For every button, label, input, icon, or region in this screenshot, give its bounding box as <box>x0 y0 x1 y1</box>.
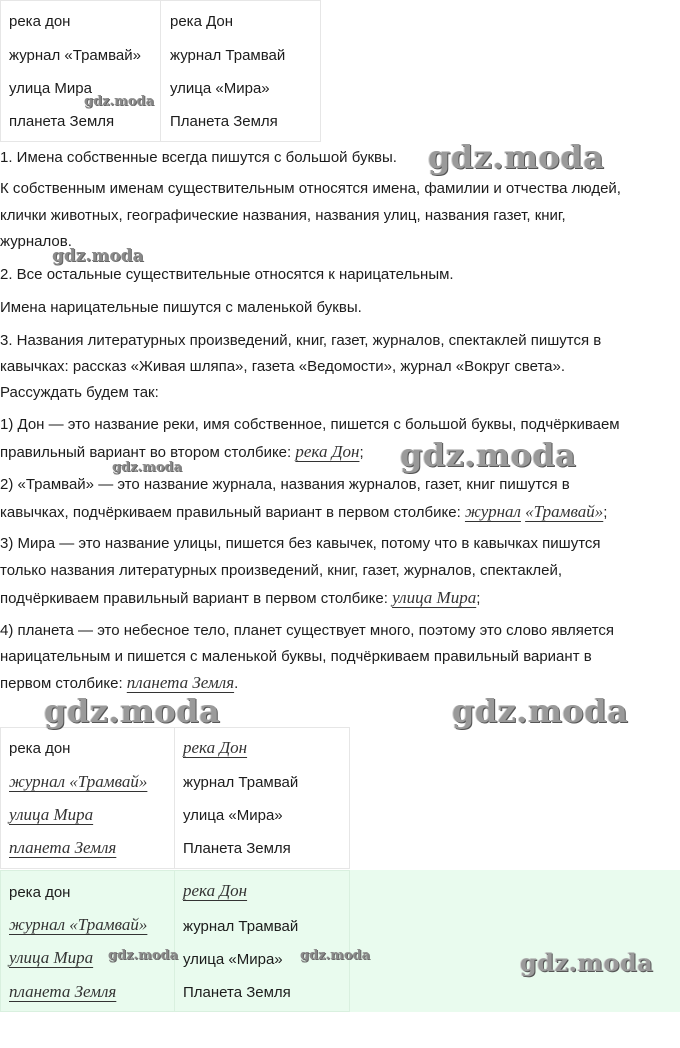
rule-1-explanation-line: журналов. <box>0 233 72 250</box>
handwritten-answer: планета Земля <box>126 673 235 692</box>
table2-cell-answer: планета Земля <box>9 838 117 857</box>
table3-cell-answer: улица Мира <box>9 948 94 967</box>
handwritten-answer: журнал <box>464 502 521 521</box>
table2-cell: улица «Мира» <box>183 807 283 824</box>
table2-cell-answer: улица Мира <box>9 805 94 824</box>
step-4-text: первом столбике: <box>0 675 123 692</box>
step-4-line: нарицательным и пишется с маленькой буквы, подчёркиваем правильный вариант в <box>0 648 592 665</box>
step-3-line: 3) Мира — это название улицы, пишется без кавычек, потому что в кавычках пишутся <box>0 535 601 552</box>
table3-cell-answer: журнал «Трамвай» <box>9 915 148 934</box>
table1-cell: Планета Земля <box>170 113 278 130</box>
watermark-logo: gdz.moda <box>520 948 654 977</box>
rule-3-line: кавычках: рассказ «Живая шляпа», газета «Ведомости», журнал «Вокруг света». <box>0 358 566 375</box>
step-1-text: правильный вариант во втором столбике: <box>0 444 292 461</box>
table1-cell: журнал «Трамвай» <box>9 47 141 64</box>
table1-cell: река дон <box>9 13 71 30</box>
reasoning-intro: Рассуждать будем так: <box>0 384 159 401</box>
table2-cell: Планета Земля <box>183 840 291 857</box>
step-2-line: 2) «Трамвай» — это название журнала, названия журналов, газет, книг пишутся в <box>0 476 570 493</box>
watermark-logo: gdz.moda <box>108 948 179 963</box>
table1-cell: улица «Мира» <box>170 80 270 97</box>
step-3-text: подчёркиваем правильный вариант в первом столбике: <box>0 590 388 607</box>
table2-cell-answer: река дон <box>9 740 71 757</box>
table1-cell: журнал Трамвай <box>170 47 286 64</box>
punctuation: ; <box>603 504 608 521</box>
watermark-logo: gdz.moda <box>428 138 605 176</box>
step-1-line: 1) Дон — это название реки, имя собственное, пишется с большой буквы, подчёркиваем <box>0 416 620 433</box>
rule-3-line: 3. Названия литературных произведений, книг, газет, журналов, спектаклей пишутся в <box>0 332 602 349</box>
table3-cell-answer: река Дон <box>183 881 248 900</box>
table2-cell-answer: журнал «Трамвай» <box>9 772 148 791</box>
table1-cell: улица Мира <box>9 80 92 97</box>
punctuation: ; <box>476 590 481 607</box>
step-1-line <box>0 442 680 462</box>
punctuation: ; <box>359 444 364 461</box>
rule-2: 2. Все остальные существительные относятся к нарицательным. <box>0 266 454 283</box>
table1-cell: планета Земля <box>9 113 115 130</box>
handwritten-answer: река Дон <box>295 442 360 461</box>
watermark-logo: gdz.moda <box>300 948 371 963</box>
rule-2-explanation: Имена нарицательные пишутся с маленькой буквы. <box>0 299 362 316</box>
handwritten-answer: улица Мира <box>392 588 477 607</box>
step-4-line <box>0 673 680 693</box>
watermark-logo: gdz.moda <box>44 692 221 730</box>
table3-cell: Планета Земля <box>183 984 291 1001</box>
watermark-logo: gdz.moda <box>112 460 183 475</box>
rule-1: 1. Имена собственные всегда пишутся с большой буквы. <box>0 149 397 166</box>
table2-cell: журнал Трамвай <box>183 774 299 791</box>
rule-1-explanation-line: К собственным именам существительным относятся имена, фамилии и отчества людей, <box>0 180 621 197</box>
watermark-logo: gdz.moda <box>400 436 577 474</box>
watermark-logo: gdz.moda <box>52 246 144 266</box>
step-4-line: 4) планета — это небесное тело, планет существует много, поэтому это слово является <box>0 622 615 639</box>
step-3-line <box>0 588 680 608</box>
punctuation: . <box>234 675 239 692</box>
table3-cell: журнал Трамвай <box>183 918 299 935</box>
watermark-logo: gdz.moda <box>84 94 155 109</box>
table2-cell-answer: река Дон <box>183 738 248 757</box>
table3-cell-answer: планета Земля <box>9 982 117 1001</box>
table3-cell: улица «Мира» <box>183 951 283 968</box>
handwritten-answer: «Трамвай» <box>525 502 604 521</box>
step-2-line <box>0 502 680 522</box>
rule-1-explanation-line: клички животных, географические названия, названия улиц, названия газет, книг, <box>0 207 566 224</box>
watermark-logo: gdz.moda <box>452 692 629 730</box>
table3-cell: река дон <box>9 884 71 901</box>
step-2-text: кавычках, подчёркиваем правильный вариант в первом столбике: <box>0 504 461 521</box>
step-3-line: только названия литературных произведений, книг, газет, журналов, спектаклей, <box>0 562 563 579</box>
table1-cell: река Дон <box>170 13 234 30</box>
